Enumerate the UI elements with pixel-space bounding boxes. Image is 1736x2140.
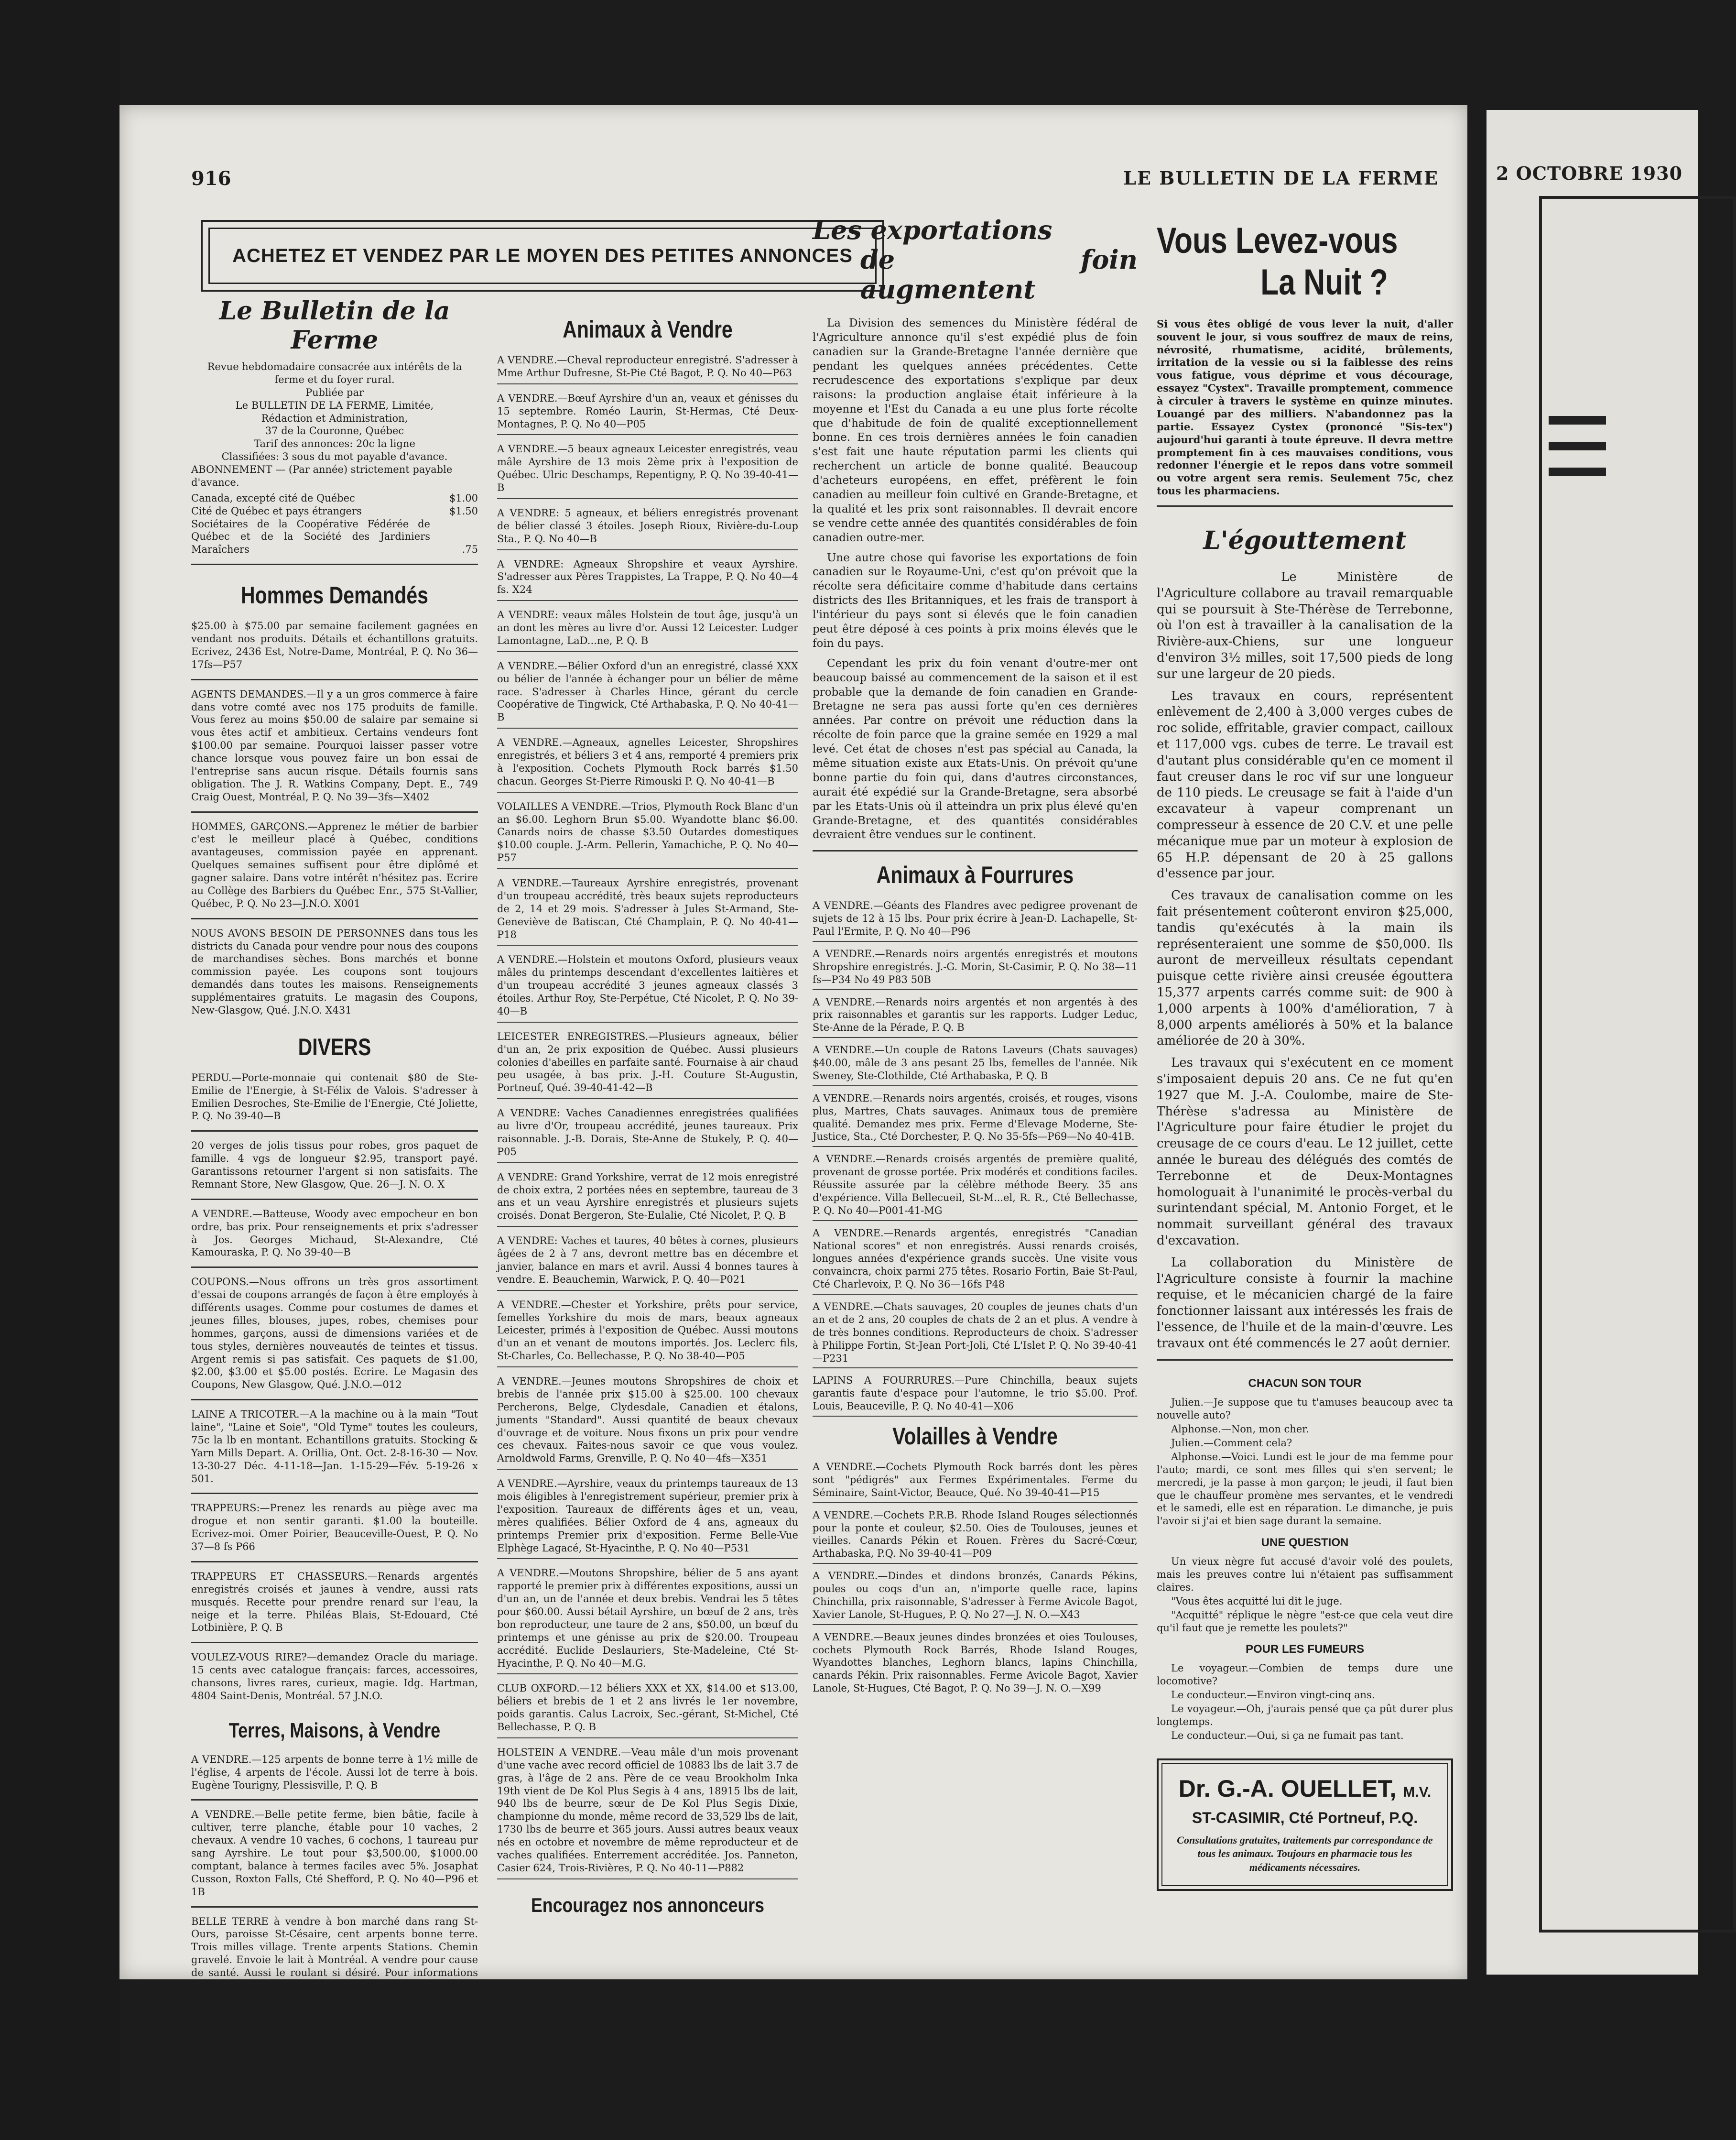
classified-ad: COUPONS.—Nous offrons un très gros assortiment d'essai de coupons arrangés de façon à être employés à différents usages. Comme pour costumes de dames et jeunes filles, blouses, jupes, robes, chemises pour hommes, garçons, aussi de dimensions variées et de tous styles, dernières nouveautés de teintes et tissus. Argent remis si pas satisfait. Ces paquets de $1.00, $2.00, $3.00 et $5.00 postés. Ecrire. Le Magasin des Coupons, New Glasgow, Qué. J.N.O.—012 — [191, 1276, 478, 1391]
classified-ad: A VENDRE.—Renards noirs argentés enregistrés et moutons Shropshire enregistrés. J.-G. Morin, St-Casimir, P. Q. No 38—11 fs—P34 No 49 P83 50B — [813, 948, 1138, 990]
classified-ad: A VENDRE.—Jeunes moutons Shropshires de choix et brebis de l'année prix $15.00 à $25.00. 100 chevaux Percherons, Belge, Clydesdale, Canadien et étalons, juments "Standard". Aussi quantité de beaux chevaux d'ouvrage et de voiture. Nous fixons un prix pour vendre ces chevaux. Faites-nous savoir ce que vous voulez. Arnoldwold Farms, Grenville, P. Q. No 40—4fs—X351 — [497, 1375, 798, 1470]
dialog-line: Un vieux nègre fut accusé d'avoir volé des poulets, mais les preuves contre lui n'étaient pas suffisamment claires. — [1157, 1556, 1453, 1593]
classified-ad: LAINE A TRICOTER.—A la machine ou à la main "Tout laine", "Laine et Soie", "Old Tyme" toutes les couleurs, 75c la lb en montant. Echantillons gratuits. Stocking & Yarn Mills Depart. A. Orillia, Ont. Oct. 2-8-16-30 — Nov. 13-30-27 Déc. 4-11-18—Jan. 1-15-29—Fév. 5-19-26 x 501. — [191, 1408, 478, 1485]
article-paragraph: Les travaux en cours, représentent enlèvement de 2,400 à 3,000 verges cubes de roc solide, effritable, gravier compact, cailloux et 117,000 vgs. cubes de terre. Le travail est d'autant plus considérable qu'en ce moment il faut creuser dans le roc vif sur une longueur de 110 pieds. Le creusage se fait à l'aide d'un excavateur à vapeur comprenant un compresseur à essence de 20 C.V. et une pelle mécanique mue par un moteur à explosion de 65 H.P. dépensant de 20 à 25 gallons d'essence par jour. — [1157, 688, 1453, 881]
price-list — [191, 492, 478, 556]
headline-line: Vous Levez-vous — [1157, 220, 1398, 261]
terres-ads — [191, 1753, 478, 2005]
newspaper-page — [119, 105, 1467, 2004]
divider — [1157, 1359, 1453, 1361]
dialog-line: Le conducteur.—Environ vingt-cinq ans. — [1171, 1689, 1375, 1701]
dialog-line: Julien.—Je suppose que tu t'amuses beaucoup avec ta nouvelle auto? — [1157, 1397, 1453, 1421]
encouragez-footer: Encouragez nos annonceurs — [531, 1893, 765, 1916]
veterinarian-ad-inner — [1161, 1763, 1448, 1886]
classified-ad: PERDU.—Porte-monnaie qui contenait $80 de Ste-Emilie de l'Energie, à St-Félix de Valois. S'adresser à Emilien Desroches, Ste-Emilie de l'Energie, Cté Joliette, P. Q. No 39-40—B — [191, 1071, 478, 1122]
anecdote-body — [1157, 1555, 1453, 1634]
classified-ad: A VENDRE.—Bélier Oxford d'un an enregistré, classé XXX ou bélier de l'année à échanger pour un bélier de même race. S'adresser à Charles Hince, gérant du cercle Coopérative de Tingwick, Cté Arthabaska, P. Q. No 40-41—B — [497, 660, 798, 729]
classified-ad: A VENDRE.—Moutons Shropshire, bélier de 5 ans ayant rapporté le premier prix à différentes expositions, aussi un d'un an, un de l'année et deux brebis. Vendrai les 5 têtes pour $60.00. Aussi bétail Ayrshire, un bœuf de 2 ans, très bon reproducteur, une taure de 2 ans, $50.00, un bœuf du printemps et une génisse au prix de $20.00. Troupeau accrédité. Euclide Deslauriers, Ste-Madeleine, Cté St-Hyacinthe, P. Q. No 40—M.G. — [497, 1567, 798, 1674]
price-row — [191, 505, 478, 518]
divider — [191, 811, 478, 813]
next-page-date: 2 OCTOBRE 1930 — [1496, 163, 1683, 184]
article-paragraph: Le Ministère de l'Agriculture collabore au travail remarquable qui se poursuit à Ste-Thérèse de Terrebonne, où l'on est à travailler à la canalisation de la Rivière-aux-Chiens, sur une longueur d'environ 3½ milles, soit 17,500 pieds de long sur une largeur de 20 pieds. — [1157, 570, 1453, 681]
section-title-divers: DIVERS — [298, 1033, 371, 1060]
headline-line: La Nuit ? — [1260, 262, 1388, 303]
price-label: Canada, excepté cité de Québec — [191, 492, 355, 504]
divider — [813, 850, 1138, 852]
article-title-line: Les exportations — [813, 215, 1052, 245]
article-title-line: de foin augmentent — [860, 244, 1138, 305]
divider — [191, 679, 478, 680]
classifieds-banner-text: ACHETEZ ET VENDEZ PAR LE MOYEN DES PETITES ANNONCES — [208, 228, 877, 284]
article-title-egouttement: L'égouttement — [1203, 526, 1407, 556]
dialog-line: Julien.—Comment cela? — [1171, 1437, 1292, 1449]
classified-ad: A VENDRE.—Cochets Plymouth Rock barrés dont les pères sont "pédigrés" aux Fermes Expérimentales. Ferme du Séminaire, Saint-Victor, Beauce, Qué. No 39-40-41—P15 — [813, 1461, 1138, 1503]
masthead-line: Classifiées: 3 sous du mot payable d'avance. — [221, 451, 448, 463]
section-title-terres: Terres, Maisons, à Vendre — [228, 1718, 441, 1742]
dialog-line: "Acquitté" réplique le nègre "est-ce que cela veut dire qu'il faut que je remette les poulets?" — [1157, 1609, 1453, 1634]
divider — [191, 1493, 478, 1494]
divider — [191, 1561, 478, 1562]
classified-ad: LAPINS A FOURRURES.—Pure Chinchilla, beaux sujets garantis faute d'espace pour l'automne, le trio $5.00. Prof. Louis, Beauceville, P. Q. No 40-41—X06 — [813, 1374, 1138, 1417]
classified-ad: A VENDRE.—Ayrshire, veaux du printemps taureaux de 13 mois éligibles à l'enregistrement supérieur, premier prix à l'exposition. Taureaux de différents âges et un, veau, mères qualifiées. Bélier Oxford de 4 ans, agneaux du printemps Premier prix d'exposition. Ferme Belle-Vue Elphège Lagacé, St-Hyacinthe, P. Q. No 40—P531 — [497, 1477, 798, 1559]
classified-ad: 20 verges de jolis tissus pour robes, gros paquet de famille. 4 vgs de longueur $2.95, transport payé. Garantissons retourner l'argent si non satisfaits. The Remnant Store, New Glasgow, Que. 26—J. N. O. X — [191, 1140, 478, 1190]
article-paragraph: Ces travaux de canalisation comme on les fait présentement coûteront environ $25,000, tandis qu'exécutés à la main ils représenteraient une somme de $50,000. Ils auront de merveilleux résultats cependant puisque cette rivière ainsi creusée égouttera 15,377 arpents carrés comme suit: de 900 à 1,000 arpents à 100% d'amélioration, 7 à 8,000 arpents améliorés à 50% et la balance améliorée de 20 à 30%. — [1157, 888, 1453, 1048]
classified-ad: A VENDRE.—Beaux jeunes dindes bronzées et oies Toulouses, cochets Plymouth Rock Barrés, Rhode Island Rouges, Wyandottes blanches, Leghorn blancs, lapins Chinchilla, canards Pékin. Prix raisonnables. Ferme Avicole Bagot, Xavier Lanole, St-Hugues, Cté Bagot, P. Q. No 39—J. N. O.—X99 — [813, 1631, 1138, 1694]
veterinarian-ad — [1157, 1758, 1453, 1891]
divider — [191, 1199, 478, 1200]
classified-ad: A VENDRE: Grand Yorkshire, verrat de 12 mois enregistré de choix extra, 2 portées nées en septembre, taureau de 3 ans et un veau Ayrshire enregistrés et plusieurs sujets croisés. Donat Bergeron, Ste-Eulalie, Cté Nicolet, P. Q. B — [497, 1171, 798, 1227]
section-title-hommes: Hommes Demandés — [241, 582, 428, 609]
anecdote-title: UNE QUESTION — [1261, 1536, 1349, 1550]
classified-ad: A VENDRE.—Renards argentés, enregistrés "Canadian National scores" et non enregistrés. Aussi renards croisés, longues années d'expérience grands succès. Une visite vous convaincra, choix parmi 275 têtes. Rosario Fortin, Baie St-Paul, Cté Charlevoix, P. Q. No 36—16fs P48 — [813, 1227, 1138, 1295]
cystex-ad-text: Si vous êtes obligé de vous lever la nuit, d'aller souvent le jour, si vous souffrez de maux de reins, névrosité, rhumatisme, acidité, brûlements, irritation de la vessie ou si la faiblesse des reins vous fatigue, vous déprime et vous décourage, essayez "Cystex". Travaille promptement, commence à circuler à travers le système en quinze minutes. Louangé par des milliers. N'abandonnez pas la partie. Essayez Cystex (prononcé "Sis-tex") aujourd'hui garanti à toute épreuve. Il devra mettre promptement fin à ces mauvaises conditions, vous redonner l'énergie et le repos dans votre sommeil ou votre argent sera remis. Seulement 75c, chez tous les pharmaciens. — [1157, 317, 1453, 497]
divider — [191, 1906, 478, 1908]
price-value: .75 — [462, 544, 478, 556]
divider — [191, 918, 478, 919]
article-paragraph: La collaboration du Ministère de l'Agriculture consiste à fournir la machine requise, et le mécanicien chargé de la faire fonctionner laissant aux intéressés les frais de l'essence, de l'huile et de la main-d'œuvre. Les travaux ont été commencés le 27 août dernier. — [1157, 1255, 1453, 1351]
classified-ad: CLUB OXFORD.—12 béliers XXX et XX, $14.00 et $13.00, béliers et brebis de 1 et 2 ans livrés le 1er novembre, poids garantis. Calus Lacroix, Sec.-gérant, St-Michel, Cté Bellechasse, P. Q. B — [497, 1682, 798, 1738]
dialog-line: Le voyageur.—Combien de temps dure une locomotive? — [1157, 1662, 1453, 1687]
divider — [191, 1642, 478, 1643]
article-paragraph: Les travaux qui s'exécutent en ce moment s'imposaient depuis 20 ans. Ce ne fut qu'en 1927 que M. J.-A. Coulombe, maire de Ste-Thérèse s'adressa au Ministère de l'Agriculture pour faire étudier le projet du creusage de ce cours d'eau. Le 12 juillet, cette année le bureau des délégués des comtés de Terrebonne et de Deux-Montagnes homologuait à l'unanimité le procès-verbal du surintendant spécial, M. Antonio Forget, et le nommait surveillant général des travaux d'excavation. — [1157, 1056, 1453, 1248]
article-paragraph: La Division des semences du Ministère fédéral de l'Agriculture annonce qu'il s'est expédié plus de foin canadien sur la Grande-Bretagne l'année dernière que pendant les quelques années précédentes. Cette recrudescence des exportations s'explique par deux raisons: la production anglaise était inférieure à la moyenne et l'Est du Canada a eu une plus forte récolte que d'habitude de foin de qualité exceptionnellement bonne. En ces trois dernières années le foin canadien s'est fait une haute réputation parmi les clients qui recherchent un article de bonne qualité. Beaucoup d'acheteurs européens, en effet, préfèrent le foin canadien au meilleur foin cultivé en Grande-Bretagne, et la qualité et les prix sont raisonnables. Il devrait encore se vendre cette année des quantités considérables de foin canadien outre-mer. — [813, 317, 1138, 544]
masthead-line: Rédaction et Administration, — [261, 412, 408, 424]
column-3 — [813, 206, 1138, 1695]
divider — [191, 1130, 478, 1132]
next-page-bars — [1549, 416, 1606, 493]
classified-ad: A VENDRE.—Chats sauvages, 20 couples de jeunes chats d'un an et de 2 ans, 20 couples de chats de 2 an et plus. A vendre à de très bonnes conditions. Reproducteurs de choix. S'adresser à Philippe Fortin, St-Jean Port-Joli, Cté L'Islet P. Q. No 39-40-41—P231 — [813, 1300, 1138, 1368]
masthead-line: Publiée par — [305, 386, 364, 398]
anecdote-body — [1157, 1662, 1453, 1742]
divider — [1157, 505, 1453, 507]
classified-ad: A VENDRE.—Belle petite ferme, bien bâtie, facile à cultiver, terre planche, étable pour 10 vaches, 2 chevaux. A vendre 10 vaches, 6 cochons, 1 taureau pur sang Ayrshire. Le tout pour $3,500.00, $1000.00 comptant, balance à termes faciles avec 5%. Josaphat Cusson, Roxton Falls, Cté Shefford, P. Q. No 40—P96 et 1B — [191, 1809, 478, 1898]
next-page-edge — [1486, 110, 1698, 1975]
classified-ad: A VENDRE.—5 beaux agneaux Leicester enregistrés, veau mâle Ayrshire de 13 mois 2ème prix à l'exposition de Québec. Ulric Deschamps, Repentigny, P. Q. No 39-40-41—B — [497, 443, 798, 499]
classified-ad: TRAPPEURS ET CHASSEURS.—Renards argentés enregistrés croisés et jaunes à vendre, aussi rats musqués. Recette pour prendre renard sur l'eau, la neige et la terre. Philéas Blais, St-Edouard, Cté Lotbinière, P. Q. B — [191, 1570, 478, 1634]
veterinarian-place: ST-CASIMIR, Cté Portneuf, P.Q. — [1192, 1809, 1418, 1826]
divider — [191, 1799, 478, 1801]
dialog-line: Alphonse.—Voici. Lundi est le jour de ma femme pour l'auto; mardi, ce sont mes filles qui s'en servent; le mercredi, je la passe à mon garçon; le jeudi, il faut bien que le chauffeur promène mes servantes, et le vendredi et le samedi, elle est en réparation. Le dimanche, je puis l'avoir si j'ai et bien sage durant la semaine. — [1157, 1451, 1453, 1527]
article-egouttement-body — [1157, 569, 1453, 1352]
divider — [191, 564, 478, 565]
price-label: Cité de Québec et pays étrangers — [191, 505, 362, 517]
classified-ad: A VENDRE.—Taureaux Ayrshire enregistrés, provenant d'un troupeau accrédité, très beaux sujets reproducteurs de 2, 14 et 29 mois. S'adresser à Jules St-Armand, Ste-Geneviève de Batiscan, Cté Champlain, P. Q. No 40-41—P18 — [497, 877, 798, 946]
divider — [191, 1267, 478, 1268]
masthead-line: Le BULLETIN DE LA FERME, Limitée, — [235, 399, 434, 411]
classified-ad: NOUS AVONS BESOIN DE PERSONNES dans tous les districts du Canada pour vendre pour nous des coupons de marchandises sèches. Bons marchés et bonne commission payée. Les coupons sont toujours demandés dans toutes les maisons. Renseignements supplémentaires gratuits. Le magasin des Coupons, New-Glasgow, Qué. J.N.O. X431 — [191, 927, 478, 1016]
column-2 — [497, 296, 798, 1917]
classified-ad: A VENDRE: Vaches et taures, 40 bêtes à cornes, plusieurs âgées de 2 à 7 ans, devront mettre bas en décembre et janvier, balance en mars et avril. Aussi 4 bonnes taures à vendre. E. Beauchemin, Warwick, P. Q. 40—P021 — [497, 1234, 798, 1291]
section-title-fourrures: Animaux à Fourrures — [876, 862, 1074, 889]
bar-shape — [1549, 468, 1606, 476]
anecdote-title: POUR LES FUMEURS — [1245, 1643, 1364, 1656]
masthead-line: Revue hebdomadaire consacrée aux intérêts de la ferme et du foyer rural. — [207, 361, 462, 385]
veterinarian-note: Consultations gratuites, traitements par correspondance de tous les animaux. Toujours en pharmacie tous les médicaments nécessaires. — [1177, 1834, 1433, 1873]
price-value: $1.50 — [449, 505, 478, 517]
classified-ad: A VENDRE.—Dindes et dindons bronzés, Canards Pékins, poules ou coqs d'un an, n'importe quelle race, lapins Chinchilla, prix raisonnable, S'adresser à Ferme Avicole Bagot, Xavier Lanole, St-Hugues, P. Q. No 27—J. N. O.—X43 — [813, 1570, 1138, 1625]
page-number: 916 — [191, 167, 231, 190]
running-title: LE BULLETIN DE LA FERME — [1123, 167, 1439, 189]
classified-ad: A VENDRE.—Cheval reproducteur enregistré. S'adresser à Mme Arthur Dufresne, St-Pie Cté Bagot, P. Q. No 40—P63 — [497, 354, 798, 384]
column-1 — [191, 296, 478, 2007]
hommes-ads — [191, 620, 478, 1017]
classified-ad: AGENTS DEMANDES.—Il y a un gros commerce à faire dans votre comté avec nos 175 produits de famille. Vous ferez au moins $50.00 de salaire par semaine si vous êtes actif et ambitieux. Certains vendeurs font $100.00 par semaine. Pourquoi laisser passer votre chance lorsque vous pouvez faire un bon essai de l'entreprise sans aucun risque. Détails fournis sans obligation. The J. R. Watkins Company, Dept. E., 749 Craig Ouest, Montréal, P. Q. No 39—3fs—X402 — [191, 688, 478, 803]
classified-ad: A VENDRE.—Géants des Flandres avec pedigree provenant de sujets de 12 à 15 lbs. Pour prix écrire à Jean-D. Lachapelle, St-Paul l'Ermite, P. Q. No 40—P96 — [813, 899, 1138, 942]
classified-ad: A VENDRE: 5 agneaux, et béliers enregistrés provenant de bélier classé 3 étoiles. Joseph Rioux, Rivière-du-Loup Sta., P. Q. No 40—B — [497, 507, 798, 550]
masthead-line: Tarif des annonces: 20c la ligne — [254, 438, 415, 450]
classified-ad: HOMMES, GARÇONS.—Apprenez le métier de barbier c'est le meilleur placé à Québec, conditions avantageuses, commission payée en apprenant. Quelques semaines suffisent pour être diplômé et gagner salaire. Dans votre intérêt n'hésitez pas. Ecrire au Collège des Barbiers du Québec Enr., 575 St-Vallier, Québec, P. Q. No 23—J.N.O. X001 — [191, 820, 478, 909]
article-paragraph: Une autre chose qui favorise les exportations de foin canadien sur le Royaume-Uni, c'est qu'on prévoit que la récolte sera déficitaire comme d'habitude dans certains districts des Iles Britanniques, et les frais de transport à l'intérieur du pays sont si élevés que le foin canadien peut être déposé à ces points à prix moins élevés que le foin du pays. — [813, 551, 1138, 650]
divider — [191, 1399, 478, 1400]
classified-ad: BELLE TERRE à vendre à bon marché dans rang St-Ours, paroisse St-Césaire, cent arpents bonne terre. Trois milles village. Trente arpents Stations. Chemin gravelé. Envoie le lait à Montréal. A vendre pour cause de santé. Aussi le roulant si désiré. Pour informations s'adresser Raymond Poirier, propriétaire, St-Césaire, Comté Rouville. F. 40—P1 B et 57 — [191, 1915, 478, 2004]
masthead-line: ABONNEMENT — (Par année) strictement payable d'avance. — [191, 464, 453, 488]
classified-ad: A VENDRE.—Un couple de Ratons Laveurs (Chats sauvages) $40.00, mâle de 3 ans pesant 25 lbs, femelles de l'année. Nik Sweney, Ste-Clothilde, Cté Arthabaska, P. Q. B — [813, 1044, 1138, 1086]
anecdote-title: CHACUN SON TOUR — [1248, 1377, 1362, 1390]
section-title-animaux: Animaux à Vendre — [563, 316, 733, 343]
classified-ad: A VENDRE.—Batteuse, Woody avec empocheur en bon ordre, bas prix. Pour renseignements et prix s'adresser à Jos. Georges Michaud, St-Alexandre, Cté Kamouraska, P. Q. No 39-40—B — [191, 1208, 478, 1258]
masthead-line: 37 de la Couronne, Québec — [265, 425, 404, 437]
classified-ad: A VENDRE.—125 arpents de bonne terre à 1½ mille de l'église, 4 arpents de l'école. Aussi lot de terre à bois. Eugène Tourigny, Plessisville, P. Q. B — [191, 1753, 478, 1791]
article-foin-body — [813, 317, 1138, 842]
classified-ad: A VENDRE.—Holstein et moutons Oxford, plusieurs veaux mâles du printemps descendant d'excellentes laitières et d'un troupeau accrédité 3 jeunes agneaux classés 3 étoiles. Arthur Roy, Ste-Perpétue, Cté Nicolet, P. Q. No 39-40—B — [497, 953, 798, 1022]
classified-ad: A VENDRE: Vaches Canadiennes enregistrées qualifiées au livre d'Or, troupeau accrédité, jeunes taureaux. Prix raisonnable. J.-B. Dorais, Ste-Anne de Stukely, P. Q. 40—P05 — [497, 1107, 798, 1163]
dialog-line: "Vous êtes acquitté lui dit le juge. — [1171, 1595, 1343, 1607]
classified-ad: HOLSTEIN A VENDRE.—Veau mâle d'un mois provenant d'une vache avec record officiel de 10883 lbs de lait 3.7 de gras, à l'âge de 2 ans. Père de ce veau Brookholm Inka 19th vient de De Kol Plus Segis à 4 ans, 18915 lbs de lait, 940 lbs de beurre, sœur de De Kol Plus Segis Dixie, championne du monde, même record de 33,529 lbs de lait, 1730 lbs de beurre et 365 jours. Aussi autres beaux veaux nés en octobre et novembre de même reproducteur et de vaches qualifiées. Enterrement accréditée. Jos. Panneton, Casier 624, Trois-Rivières, P. Q. No 40-11—P882 — [497, 1746, 798, 1879]
veterinarian-name-text: Dr. G.-A. OUELLET, — [1178, 1775, 1397, 1802]
anecdote-body — [1157, 1396, 1453, 1528]
classified-ad: VOULEZ-VOUS RIRE?—demandez Oracle du mariage. 15 cents avec catalogue français: farces, accessoires, chansons, livres rares, curieux, magie. Idg. Hartman, 4804 Saint-Denis, Montréal. 57 J.N.O. — [191, 1651, 478, 1702]
classified-ad: LEICESTER ENREGISTRES.—Plusieurs agneaux, bélier d'un an, 2e prix exposition de Québec. Aussi plusieurs colonies d'abeilles en parfaite santé. Fournaise à air chaud peu usagée, à bas prix. J.-H. Couture St-Augustin, Portneuf, Qué. 39-40-41-42—B — [497, 1030, 798, 1099]
dialog-line: Le conducteur.—Oui, si ça ne fumait pas tant. — [1171, 1729, 1404, 1741]
bar-shape — [1549, 416, 1606, 425]
classified-ad: A VENDRE.—Chester et Yorkshire, prêts pour service, femelles Yorkshire du mois de mars, beaux agneaux Leicester, primés à l'exposition de Québec. Aussi moutons d'un an et venant de moutons importés. Jos. Leclerc fils, St-Charles, Co. Bellechasse, P. Q. No 38-40—P05 — [497, 1299, 798, 1367]
section-title-volailles: Volailles à Vendre — [892, 1423, 1058, 1450]
price-label: Sociétaires de la Coopérative Fédérée de Québec et de la Société des Jardiniers Maraîchers — [191, 518, 430, 556]
cystex-headline — [1157, 220, 1400, 304]
veterinarian-suffix: M.V. — [1403, 1784, 1432, 1800]
classified-ad: A VENDRE.—Cochets P.R.B. Rhode Island Rouges sélectionnés pour la ponte et couleur, $2.50. Oies de Toulouses, jeunes et vieilles. Canards Pékin et Rouen. Frères du Sacré-Cœur, Arthabaska, P.Q. No 39-40-41—P09 — [813, 1509, 1138, 1564]
classified-ad: VOLAILLES A VENDRE.—Trios, Plymouth Rock Blanc d'un an $6.00. Leghorn Brun $5.00. Wyandotte blanc $6.00. Canards noirs de chasse $3.50 Outardes domestiques $10.00 couple. J.-Arm. Pellerin, Yamachiche, P. Q. No 40—P57 — [497, 800, 798, 869]
classified-ad: A VENDRE.—Renards noirs argentés, croisés, et rouges, visons plus, Martres, Chats sauvages. Animaux tous de première qualité. Demandez mes prix. Ferme d'Elevage Moderne, Ste-Justice, Sta., Cté Dorchester, P. Q. No 35-5fs—P69—No 40-41B. — [813, 1092, 1138, 1147]
classified-ad: A VENDRE.—Agneaux, agnelles Leicester, Shropshires enregistrés, et béliers 3 et 4 ans, remporté 4 premiers prix à l'exposition. Cochets Plymouth Rock barrés $1.50 chacun. Georges St-Pierre Rimouski P. Q. No 40-41—B — [497, 736, 798, 793]
classified-ad: $25.00 à $75.00 par semaine facilement gagnées en vendant nos produits. Détails et échantillons gratuits. Ecrivez, 2436 Est, Notre-Dame, Montréal, P. Q. No 36—17fs—P57 — [191, 620, 478, 670]
price-row — [191, 492, 478, 505]
price-value: $1.00 — [449, 492, 478, 504]
volailles-ads — [813, 1461, 1138, 1695]
price-row — [191, 518, 478, 557]
classified-ad: A VENDRE: Agneaux Shropshire et veaux Ayrshire. S'adresser aux Pères Trappistes, La Trappe, P. Q. No 40—4 fs. X24 — [497, 558, 798, 601]
classified-ad: A VENDRE.—Bœuf Ayrshire d'un an, veaux et génisses du 15 septembre. Roméo Laurin, St-Hermas, Cté Deux-Montagnes, P. Q. No 40—P05 — [497, 392, 798, 436]
masthead — [191, 360, 478, 489]
scan-border-left — [0, 0, 119, 2140]
article-title-foin — [813, 215, 1138, 304]
article-paragraph: Cependant les prix du foin venant d'outre-mer ont beaucoup baissé au commencement de la saison et il est probable que la demande de foin canadien en Grande-Bretagne ne sera pas aussi forte qu'en ces dernières années. Par contre on prévoit une réduction dans la récolte de foin parce que la graine semée en 1929 a mal levé. Cet état de choses n'est pas spécial au Canada, la même situation existe aux Etats-Unis. On prévoit qu'une bonne partie du foin qui, dans d'autres circonstances, aurait été expédié sur la Grande-Bretagne, sera absorbé par les Etats-Unis où il atteindra un prix plus élevé qu'en Grande-Bretagne, et des quantités considérables devraient être vendues sur le continent. — [813, 657, 1138, 841]
classified-ad: A VENDRE.—Renards croisés argentés de première qualité, provenant de grosse portée. Prix modérés et conditions faciles. Réussite assurée par la célèbre méthode Beery. 35 ans d'expérience. Villa Bellecueil, St-M...el, R. R., Cté Bellechasse, P. Q. No 40—P001-41-MG — [813, 1153, 1138, 1221]
dialog-line: Alphonse.—Non, mon cher. — [1171, 1423, 1309, 1435]
column-4 — [1157, 206, 1453, 1891]
classified-ad: A VENDRE: veaux mâles Holstein de tout âge, jusqu'à un an dont les mères au livre d'or. Aussi 12 Leicester. Ludger Lamontagne, LaD...ne, P. Q. B — [497, 609, 798, 652]
classified-ad: A VENDRE.—Renards noirs argentés et non argentés à des prix raisonnables et garantis sur les rapports. Ludger Leduc, Ste-Anne de la Pérade, P. Q. B — [813, 996, 1138, 1038]
fourrures-ads — [813, 899, 1138, 1417]
classifieds-banner — [201, 220, 884, 292]
dialog-line: Le voyageur.—Oh, j'aurais pensé que ça pût durer plus longtemps. — [1157, 1703, 1453, 1727]
divers-ads — [191, 1071, 478, 1703]
bar-shape — [1549, 442, 1606, 450]
masthead-title: Le Bulletin de la Ferme — [219, 296, 450, 355]
classified-ad: TRAPPEURS:—Prenez les renards au piège avec ma drogue et non sentir garanti. $1.00 la bouteille. Ecrivez-moi. Omer Poirier, Beauceville-Ouest, P. Q. No 37—8 fs P66 — [191, 1502, 478, 1552]
veterinarian-name — [1170, 1775, 1440, 1802]
